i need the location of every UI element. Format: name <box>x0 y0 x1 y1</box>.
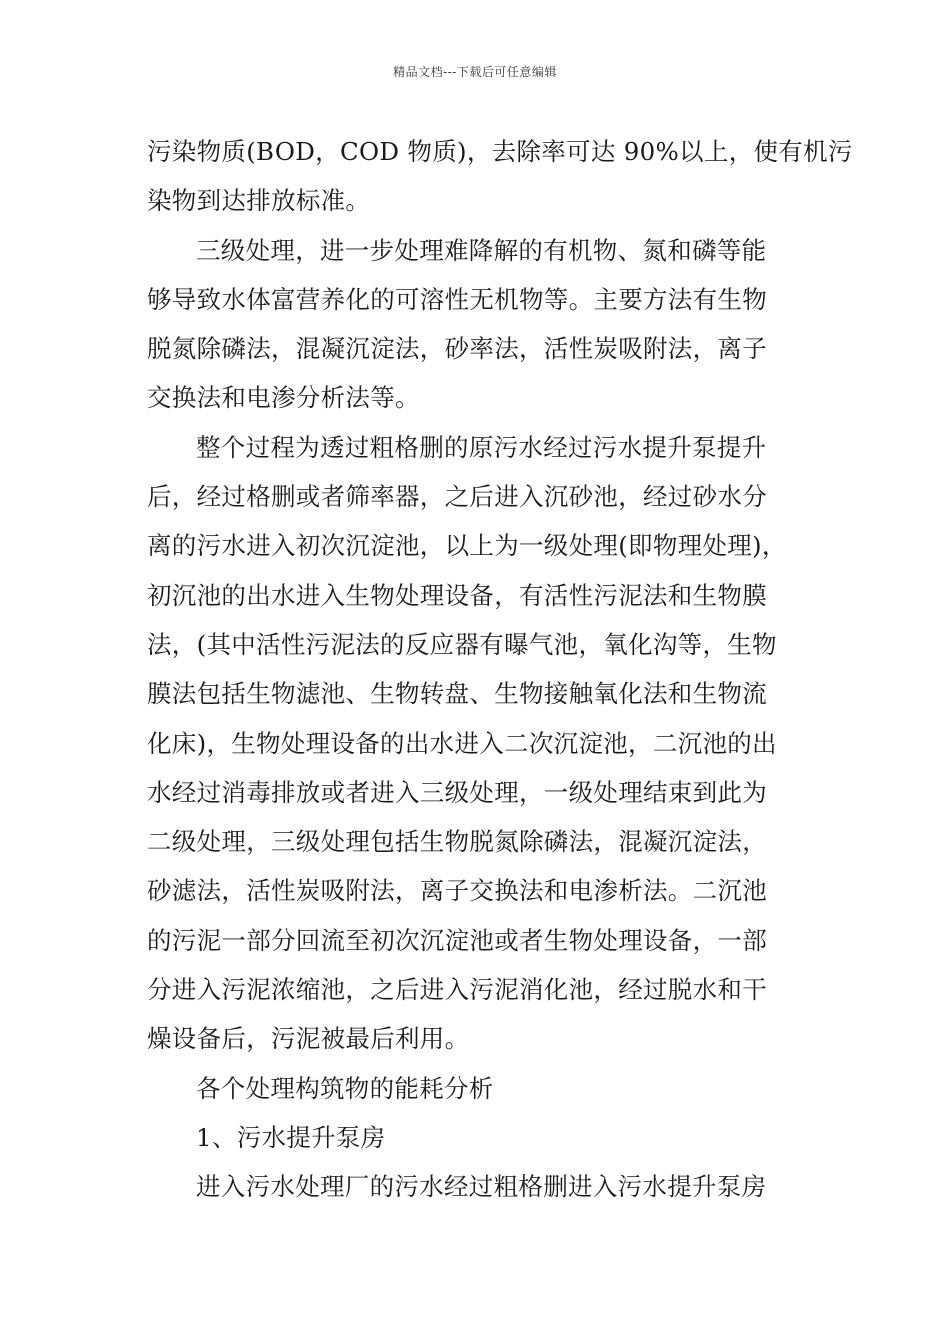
section-heading: 各个处理构筑物的能耗分析 <box>196 1073 494 1103</box>
text-line: 砂滤法，活性炭吸附法，离子交换法和电渗析法。二沉池 <box>147 876 767 906</box>
text-line: 染物到达排放标准。 <box>147 186 371 216</box>
text-line: 法，(其中活性污泥法的反应器有曝气池，氧化沟等，生物 <box>147 629 777 659</box>
text-line: 二级处理，三级处理包括生物脱氮除磷法，混凝沉淀法， <box>147 827 767 857</box>
text-line: 交换法和电渗分析法等。 <box>147 383 420 413</box>
text-line: 后，经过格删或者筛率器，之后进入沉砂池，经过砂水分 <box>147 482 767 512</box>
text-line: 离的污水进入初次沉淀池，以上为一级处理(即物理处理)， <box>147 531 787 561</box>
text-line: 脱氮除磷法，混凝沉淀法，砂率法，活性炭吸附法，离子 <box>147 334 767 364</box>
text-line: 够导致水体富营养化的可溶性无机物等。主要方法有生物 <box>147 284 767 314</box>
text-line: 燥设备后，污泥被最后利用。 <box>147 1024 470 1054</box>
text-line: 膜法包括生物滤池、生物转盘、生物接触氧化法和生物流 <box>147 679 767 709</box>
document-body <box>147 127 853 1212</box>
text-line: 化床)，生物处理设备的出水进入二次沉淀池，二沉池的出 <box>147 728 777 758</box>
text-line: 分进入污泥浓缩池，之后进入污泥消化池，经过脱水和干 <box>147 975 767 1005</box>
text-line: 水经过消毒排放或者进入三级处理，一级处理结束到此为 <box>147 777 767 807</box>
text-line: 初沉池的出水进入生物处理设备，有活性污泥法和生物膜 <box>147 580 767 610</box>
paragraph-start-line: 三级处理，进一步处理难降解的有机物、氮和磷等能 <box>196 235 767 265</box>
text-line: 污染物质(BOD，COD 物质)，去除率可达 90%以上，使有机污 <box>147 137 853 166</box>
paragraph-start-line: 整个过程为透过粗格删的原污水经过污水提升泵提升 <box>196 432 767 462</box>
page-header: 精品文档---下载后可任意编辑 <box>393 65 557 79</box>
paragraph-start-line: 进入污水处理厂的污水经过粗格删进入污水提升泵房 <box>196 1172 767 1202</box>
subsection-heading: 1、污水提升泵房 <box>196 1122 386 1152</box>
text-line: 的污泥一部分回流至初次沉淀池或者生物处理设备，一部 <box>147 925 767 955</box>
